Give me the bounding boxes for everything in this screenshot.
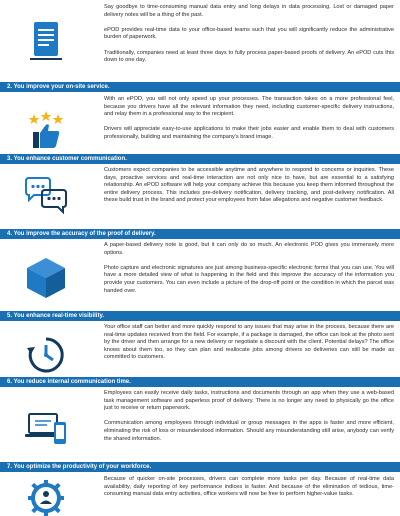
section-2-text	[104, 96, 394, 142]
section-heading: 7. You optimize the productivity of your workforce.	[0, 462, 400, 472]
paragraph: A paper-based delivery note is good, but it can only do so much. An electronic POD gives you immensely more options.	[104, 242, 394, 256]
paragraph: Traditionally, companies need at least three days to fully process paper-based proofs of delivery. An ePOD cuts this down to one day.	[104, 49, 394, 64]
document-icon	[22, 18, 70, 66]
paragraph: With an ePOD, you will not only speed up your processes. The transaction takes on a more professional feel, because you drivers have all the relevant information they need, including customer-specific delivery instructions, and relay them in a professional way to the recipient.	[104, 96, 394, 118]
section-heading: 4. You improve the accuracy of the proof of delivery.	[0, 229, 400, 239]
paragraph: Your office staff can better and more quickly respond to any issues that may arise in the process, because there are real-time updates received from the field. For example, if a package is damaged, the office can look at the photo sent by the driver and then arrange for a new delivery or negotiate a discount with the client. Potential delays? The office knows about them too, so they can plan and reallocate jobs among drivers so deliveries can still be made as committed to customers.	[104, 324, 394, 361]
section-heading: 3. You enhance customer communication.	[0, 154, 400, 164]
section-7-text	[104, 476, 394, 499]
gear-people-icon	[22, 474, 70, 516]
section-5-text	[104, 324, 394, 362]
paragraph: Customers expect companies to be accessible anytime and anywhere to respond to concerns or inquiries. These days, proactive services and real-time interaction are not only nice to have, but are essential to a satisfying relationship. An ePOD software will help your company achieve this because you keep them informed throughout the entire delivery process. This includes pre-delivery notification, delivery tracking, and post-delivery notification. All these build trust in the brand and protect your employees from false allegations and negative customer feedback.	[104, 167, 394, 204]
paragraph: Employees can easily receive daily tasks, instructions and documents through an app when they use a web-based task management software and paperless proof of delivery. There is no longer any need to physically go the office just to receive or return paperwork.	[104, 390, 394, 412]
section-3-text	[104, 167, 394, 205]
paragraph: ePOD provides real-time data to your office-based teams such that you will significantly reduce the administrative burden of paperwork.	[104, 26, 394, 41]
clock-refresh-icon	[22, 331, 70, 379]
section-heading: 2. You improve your on-site service.	[0, 82, 400, 92]
section-1-text	[104, 4, 394, 65]
laptop-mobile-icon	[22, 405, 70, 453]
paragraph: Drivers will appreciate easy-to-use applications to make their jobs easier and enable them to deal with customers professionally, building and maintaining the company's brand image.	[104, 126, 394, 140]
thumbs-up-stars-icon	[22, 107, 70, 155]
paragraph: Because of quicker on-site processes, drivers can complete more tasks per day. Because of real-time data availability, daily reporting of key performance indices is faster. And because of the elimination of tedious, time-consuming manual data entry activities, office workers will now be free to perform higher-value tasks.	[104, 476, 394, 498]
section-4-text	[104, 242, 394, 295]
section-heading: 5. You enhance real-time visibility.	[0, 311, 400, 321]
paragraph: Communication among employees through individual or group messages in the apps is faster and more efficient, eliminating the risk of loss or misunderstood information. Should any misunderstanding still arise, anybody can verify the shared information.	[104, 420, 394, 442]
paragraph: Say goodbye to time-consuming manual data entry and long delays in data processing. Lost or damaged paper delivery notes will be a thing of the past.	[104, 4, 394, 18]
paragraph: Photo capture and electronic signatures are just among business-specific electronic forms that you can use. You will have a more detailed view of what is happening in the field and this improve the accuracy of the information you provide your customers. You can even include a picture of the drop-off point or the condition in which the parcel was handed over.	[104, 264, 394, 294]
chat-bubbles-icon	[22, 171, 70, 219]
package-box-icon	[22, 254, 70, 302]
section-heading: 6. You reduce internal communication time.	[0, 377, 400, 387]
section-6-text	[104, 390, 394, 443]
